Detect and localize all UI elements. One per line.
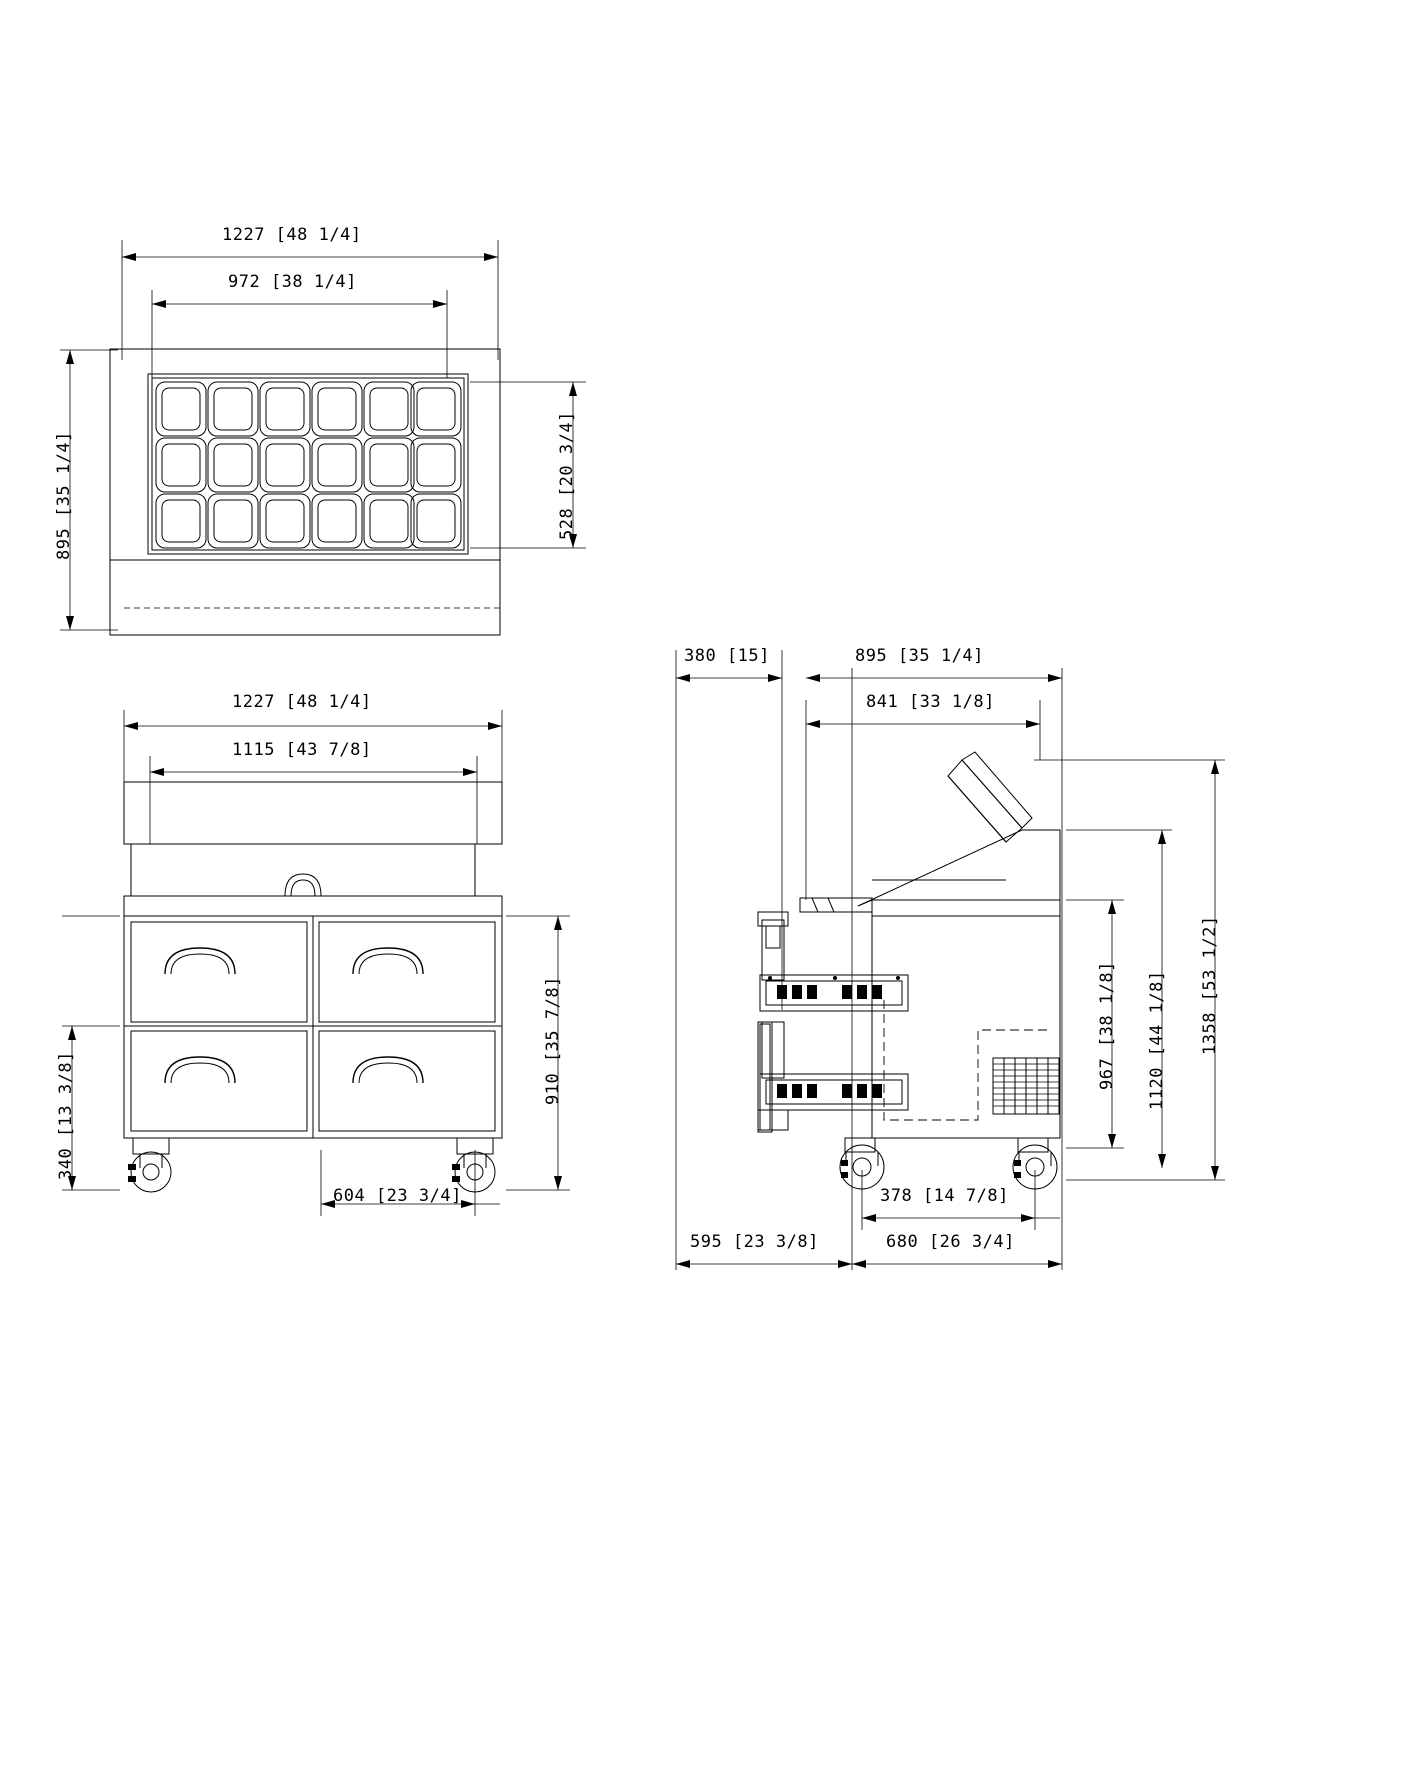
- dim-front-overall-width: 1227 [48 1/4]: [232, 692, 372, 712]
- dim-rail-to-front: 595 [23 3/8]: [690, 1232, 819, 1252]
- dim-lid-open-height: 1358 [53 1/2]: [1200, 915, 1220, 1055]
- pan-grid: [156, 382, 461, 548]
- dim-caster-spacing: 604 [23 3/4]: [333, 1186, 462, 1206]
- dim-overall-depth: 895 [35 1/4]: [54, 431, 74, 560]
- dim-caster-depth-spacing: 378 [14 7/8]: [880, 1186, 1009, 1206]
- dim-cabinet-base-depth: 680 [26 3/4]: [886, 1232, 1015, 1252]
- dim-front-inner-width: 1115 [43 7/8]: [232, 740, 372, 760]
- dim-pan-opening-width: 972 [38 1/4]: [228, 272, 357, 292]
- dim-worktop-height: 967 [38 1/8]: [1097, 961, 1117, 1090]
- dim-cabinet-height: 910 [35 7/8]: [543, 976, 563, 1105]
- dim-overall-width: 1227 [48 1/4]: [222, 225, 362, 245]
- dim-drawer-height: 340 [13 3/8]: [56, 1051, 76, 1180]
- dim-lid-closed-height: 1120 [44 1/8]: [1147, 970, 1167, 1110]
- dim-pan-opening-depth: 528 [20 3/4]: [557, 411, 577, 540]
- top-view-dimension-lines: [60, 240, 586, 630]
- front-view-dimension-lines: [62, 710, 570, 1216]
- dim-rail-projection: 380 [15]: [684, 646, 770, 666]
- dim-side-overall-depth: 895 [35 1/4]: [855, 646, 984, 666]
- side-view-geometry: [676, 646, 1062, 1270]
- front-view-geometry: [124, 782, 502, 1192]
- side-view-dimension-lines: [676, 674, 1225, 1268]
- dim-cabinet-depth: 841 [33 1/8]: [866, 692, 995, 712]
